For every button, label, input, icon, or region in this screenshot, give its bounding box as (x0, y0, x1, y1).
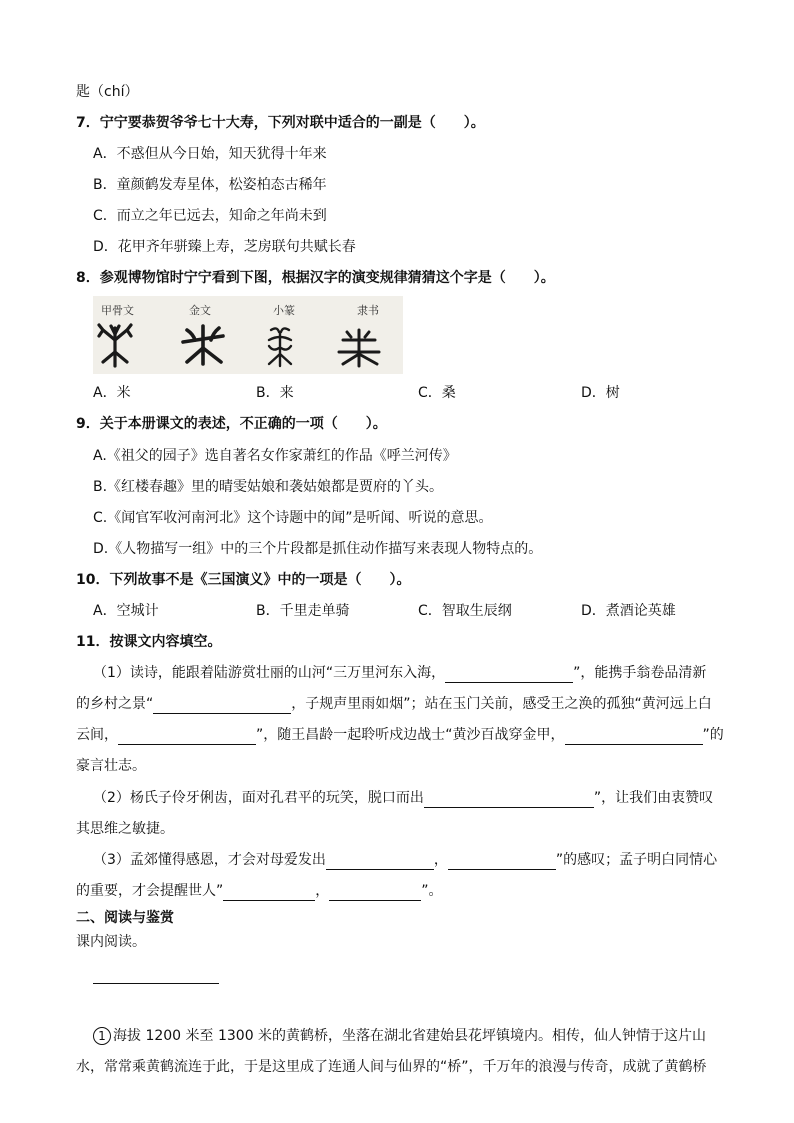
fill-1-line-d: 豪言壮志。 (76, 758, 146, 774)
fill-2-text-a: （2）杨氏子伶牙俐齿，面对孔君平的玩笑，脱口而出 (93, 790, 424, 806)
blank-3-2[interactable] (448, 853, 556, 870)
fill-1-text-c: 云间， (76, 727, 118, 743)
blank-3-3[interactable] (223, 884, 315, 901)
section-2-subheading: 课内阅读。 (76, 934, 146, 950)
q8-option-d: D．树 (581, 385, 620, 401)
q10-option-a: A．空城计 (93, 603, 159, 619)
question-7: 7．宁宁要恭贺爷爷七十大寿，下列对联中适合的一副是（ ）。 (76, 115, 485, 131)
q7-option-d: D．花甲齐年骈臻上寿，芝房联句共赋长春 (93, 239, 356, 255)
paragraph-number-badge: 1 (93, 1027, 111, 1045)
blank-3-1[interactable] (326, 853, 434, 870)
fill-3-text-b-mid: ， (315, 883, 330, 899)
fill-2-line-b: 其思维之敏捷。 (76, 821, 174, 837)
q8-option-c: C．桑 (418, 385, 456, 401)
question-10: 10．下列故事不是《三国演义》中的一项是（ ）。 (76, 572, 411, 588)
passage-line-2: 水，常常乘黄鹤流连于此，于是这里成了连通人间与仙界的“桥”，千万年的浪漫与传奇，成就了黄鹤桥 (76, 1059, 707, 1075)
fill-1-text-c-mid: ”，随王昌龄一起聆听戍边战士“黄沙百战穿金甲， (256, 727, 565, 743)
fill-3-text-b: 的重要，才会提醒世人” (76, 883, 224, 899)
line-prev-answer: 匙（chí） (76, 84, 139, 100)
q7-option-a: A．不惑但从今日始，知天犹得十年来 (93, 146, 327, 162)
q7-option-b: B．童颜鹤发寿星体，松姿柏态古稀年 (93, 177, 327, 193)
fill-1-text-b: 的乡村之景“ (76, 696, 154, 712)
fill-1-line-b (76, 694, 712, 714)
fill-1-text-a: （1）读诗，能跟着陆游赏壮丽的山河“三万里河东入海， (93, 665, 446, 681)
q9-option-d: D.《人物描写一组》中的三个片段都是抓住动作描写来表现人物特点的。 (93, 541, 543, 557)
fill-1-line-a (93, 663, 706, 683)
fill-1-text-a-end: ”，能携手翁卷品清新 (573, 665, 707, 681)
q8-option-a: A．米 (93, 385, 131, 401)
question-9: 9．关于本册课文的表述，不正确的一项（ ）。 (76, 416, 387, 432)
oracle-glyph (99, 325, 131, 366)
fill-3-text-b-end: ”。 (421, 883, 443, 899)
label-seal: 小篆 (273, 304, 295, 317)
fill-3-line-a (93, 850, 717, 870)
blank-1-2[interactable] (153, 697, 291, 714)
fill-1-text-c-end: ”的 (702, 727, 724, 743)
q9-option-c: C.《闻官军收河南河北》这个诗题中的闻”是听闻、听说的意思。 (93, 510, 493, 526)
fill-2-line-a (93, 788, 713, 808)
label-oracle: 甲骨文 (101, 304, 134, 317)
q8-option-b: B．来 (256, 385, 294, 401)
fill-1-line-c (76, 725, 724, 745)
q9-option-b: B.《红楼春趣》里的晴雯姑娘和袭姑娘都是贾府的丫头。 (93, 479, 444, 495)
fill-3-line-b (76, 881, 443, 901)
blank-1-4[interactable] (565, 728, 703, 745)
blank-3-4[interactable] (329, 884, 421, 901)
section-2-heading: 二、阅读与鉴赏 (76, 910, 174, 926)
fill-3-text-a: （3）孟郊懂得感恩，才会对母爱发出 (93, 852, 326, 868)
passage-text-1: 海拔 1200 米至 1300 米的黄鹤桥，坐落在湖北省建始县花坪镇境内。相传，仙人钟情于这片山 (113, 1028, 707, 1044)
blank-2-1[interactable] (424, 791, 594, 808)
glyph-drawings (93, 296, 403, 374)
q10-option-b: B．千里走单骑 (256, 603, 350, 619)
fill-3-text-a-end: ”的感叹；孟子明白同情心 (555, 852, 718, 868)
clerical-glyph (339, 330, 379, 366)
q10-option-d: D．煮酒论英雄 (581, 603, 676, 619)
passage-line-1 (93, 1026, 706, 1046)
label-clerical: 隶书 (357, 304, 379, 317)
fill-1-text-b-end: ，子规声里雨如烟”；站在玉门关前，感受王之涣的孤独“黄河远上白 (291, 696, 712, 712)
question-11: 11．按课文内容填空。 (76, 634, 222, 650)
character-evolution-image (93, 296, 403, 374)
q10-option-c: C．智取生辰纲 (418, 603, 512, 619)
blank-1-3[interactable] (118, 728, 256, 745)
fill-3-text-a-mid: ， (433, 852, 448, 868)
q7-option-c: C．而立之年已远去，知命之年尚未到 (93, 208, 327, 224)
fill-2-text-a-end: ”，让我们由衷赞叹 (593, 790, 714, 806)
q9-option-a: A.《祖父的园子》选自著名女作家萧红的作品《呼兰河传》 (93, 448, 457, 464)
seal-glyph (269, 328, 291, 366)
label-bronze: 金文 (189, 304, 211, 317)
bronze-glyph (183, 326, 223, 364)
question-8: 8．参观博物馆时宁宁看到下图，根据汉字的演变规律猜猜这个字是（ ）。 (76, 270, 555, 286)
divider-line (93, 983, 219, 984)
blank-1-1[interactable] (445, 666, 573, 683)
